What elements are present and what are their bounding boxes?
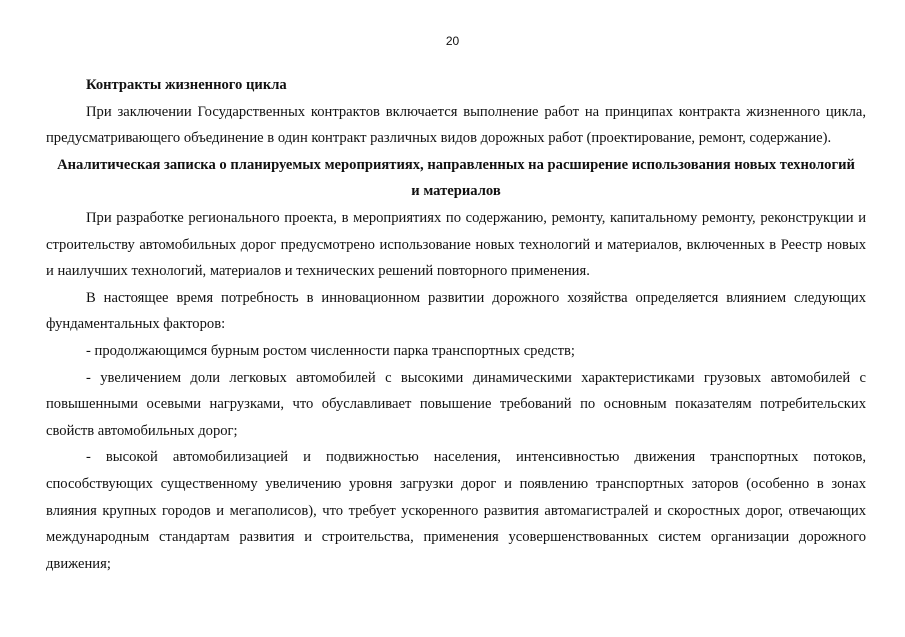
analytic-heading: Аналитическая записка о планируемых мероприятиях, направленных на расширение использования новых технологий и материалов xyxy=(57,156,855,200)
page-number: 20 xyxy=(445,34,460,48)
bullet-motorization: - высокой автомобилизацией и подвижностью населения, интенсивностью движения транспортных потоков, способствующих существенному увеличению уровня загрузки дорог и появлению транспортных заторов (особенно в зонах влияния крупных городов и мегаполисов), что требует ускоренного развития автомагистралей и скоростных дорог, отвечающих международным стандартам развития и строительства, применения усовершенствованных систем организации дорожного движения; xyxy=(46,449,866,572)
bullet-vehicle-growth: - продолжающимся бурным ростом численности парка транспортных средств; xyxy=(86,342,575,359)
lifecycle-paragraph: При заключении Государственных контрактов включается выполнение работ на принципах контракта жизненного цикла, предусматривающего объединение в один контракт различных видов дорожных работ (проектирование, ремонт, содержание). xyxy=(46,103,866,147)
lifecycle-heading: Контракты жизненного цикла xyxy=(86,77,287,93)
bullet-vehicle-share: - увеличением доли легковых автомобилей с высокими динамическими характеристиками грузовых автомобилей с повышенными осевыми нагрузками, что обуславливает повышение требований по основным показателям потребительских свойств автомобильных дорог; xyxy=(46,369,866,439)
paragraph-regional-project: При разработке регионального проекта, в мероприятиях по содержанию, ремонту, капитальному ремонту, реконструкции и строительству автомобильных дорог предусмотрено использование новых технологий и материалов, включенных в Реестр новых и наилучших технологий, материалов и технических решений повторного применения. xyxy=(46,209,866,280)
paragraph-factors-intro: В настоящее время потребность в инновационном развитии дорожного хозяйства определяется влиянием следующих фундаментальных факторов: xyxy=(46,289,866,333)
document-body xyxy=(46,72,866,577)
